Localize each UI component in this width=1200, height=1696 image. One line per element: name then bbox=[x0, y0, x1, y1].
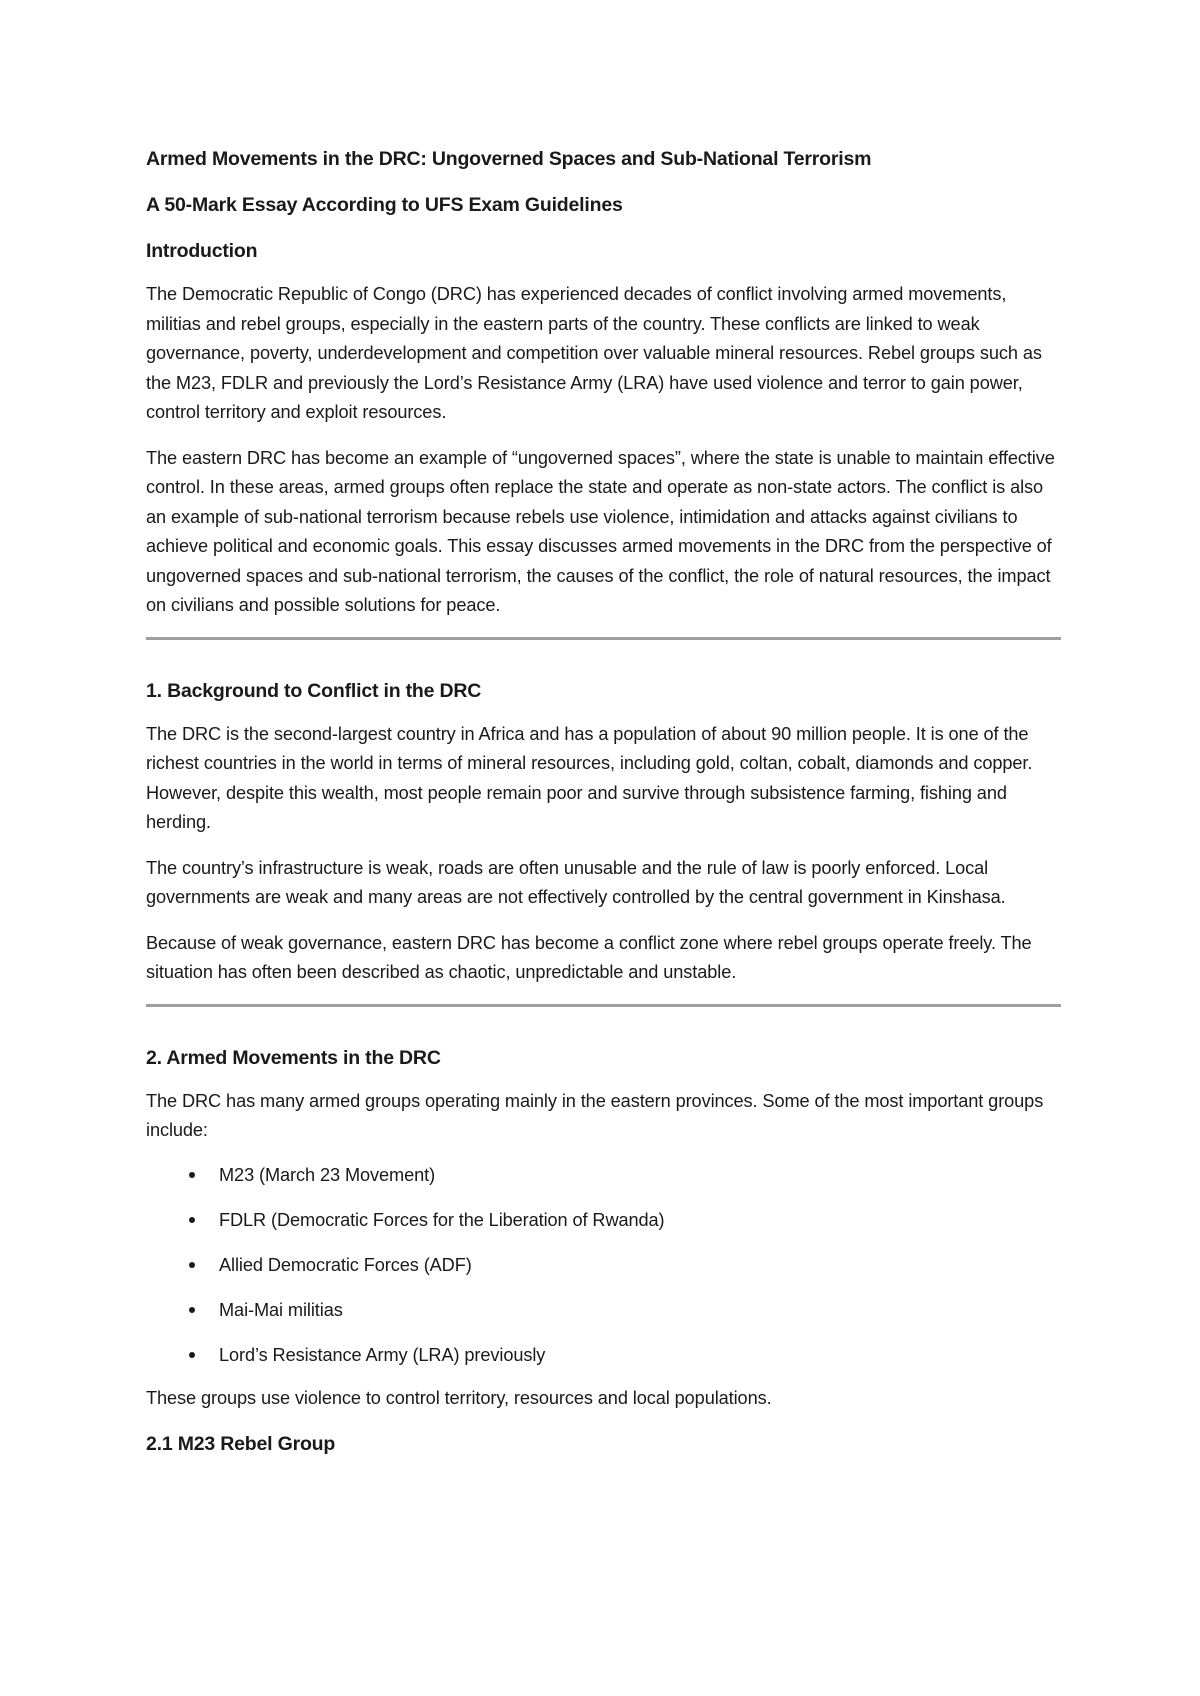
bullet-icon bbox=[189, 1307, 195, 1313]
list-item bbox=[146, 1207, 1061, 1233]
list-item-text: Mai-Mai militias bbox=[219, 1299, 343, 1320]
bullet-icon bbox=[189, 1172, 195, 1178]
intro-paragraph-2: The eastern DRC has become an example of “ungoverned spaces”, where the state is unable to maintain effective control. In these areas, armed groups often replace the state and operate as non-state actors. The conflict is also an example of sub-national terrorism because rebels use violence, intimidation and attacks against civilians to achieve political and economic goals. This essay discusses armed movements in the DRC from the perspective of ungoverned spaces and sub-national terrorism, the causes of the conflict, the role of natural resources, the impact on civilians and possible solutions for peace. bbox=[146, 447, 1055, 615]
list-item bbox=[146, 1162, 1061, 1188]
bullet-icon bbox=[189, 1352, 195, 1358]
list-item bbox=[146, 1342, 1061, 1368]
intro-heading: Introduction bbox=[146, 240, 258, 262]
section-2-closing: These groups use violence to control territory, resources and local populations. bbox=[146, 1387, 772, 1408]
section-1-paragraph-3: Because of weak governance, eastern DRC has become a conflict zone where rebel groups operate freely. The situation has often been described as chaotic, unpredictable and unstable. bbox=[146, 932, 1032, 982]
section-divider bbox=[146, 637, 1061, 640]
list-item-text: Allied Democratic Forces (ADF) bbox=[219, 1254, 472, 1275]
section-1-paragraph-1: The DRC is the second-largest country in Africa and has a population of about 90 million people. It is one of the richest countries in the world in terms of mineral resources, including gold, coltan, cobalt, diamonds and copper. However, despite this wealth, most people remain poor and survive through subsistence farming, fishing and herding. bbox=[146, 723, 1033, 832]
list-item-text: Lord’s Resistance Army (LRA) previously bbox=[219, 1344, 546, 1365]
bullet-icon bbox=[189, 1262, 195, 1268]
list-item-text: FDLR (Democratic Forces for the Liberation of Rwanda) bbox=[219, 1209, 665, 1230]
armed-groups-list bbox=[146, 1162, 1061, 1368]
subsection-2-1-heading: 2.1 M23 Rebel Group bbox=[146, 1433, 336, 1455]
document-page bbox=[146, 146, 1061, 1457]
section-divider bbox=[146, 1004, 1061, 1007]
section-2-intro: The DRC has many armed groups operating mainly in the eastern provinces. Some of the most important groups include: bbox=[146, 1090, 1044, 1140]
intro-paragraph-1: The Democratic Republic of Congo (DRC) has experienced decades of conflict involving armed movements, militias and rebel groups, especially in the eastern parts of the country. These conflicts are linked to weak governance, poverty, underdevelopment and competition over valuable mineral resources. Rebel groups such as the M23, FDLR and previously the Lord’s Resistance Army (LRA) have used violence and terror to gain power, control territory and exploit resources. bbox=[146, 284, 1042, 422]
list-item bbox=[146, 1297, 1061, 1323]
document-title: Armed Movements in the DRC: Ungoverned Spaces and Sub-National Terrorism bbox=[146, 148, 872, 170]
section-1-heading: 1. Background to Conflict in the DRC bbox=[146, 679, 482, 702]
list-item bbox=[146, 1252, 1061, 1278]
bullet-icon bbox=[189, 1217, 195, 1223]
document-subtitle: A 50-Mark Essay According to UFS Exam Guidelines bbox=[146, 194, 623, 216]
list-item-text: M23 (March 23 Movement) bbox=[219, 1164, 436, 1185]
section-1-paragraph-2: The country’s infrastructure is weak, roads are often unusable and the rule of law is poorly enforced. Local governments are weak and many areas are not effectively controlled by the central government in Kinshasa. bbox=[146, 857, 1006, 907]
section-2-heading: 2. Armed Movements in the DRC bbox=[146, 1046, 441, 1069]
